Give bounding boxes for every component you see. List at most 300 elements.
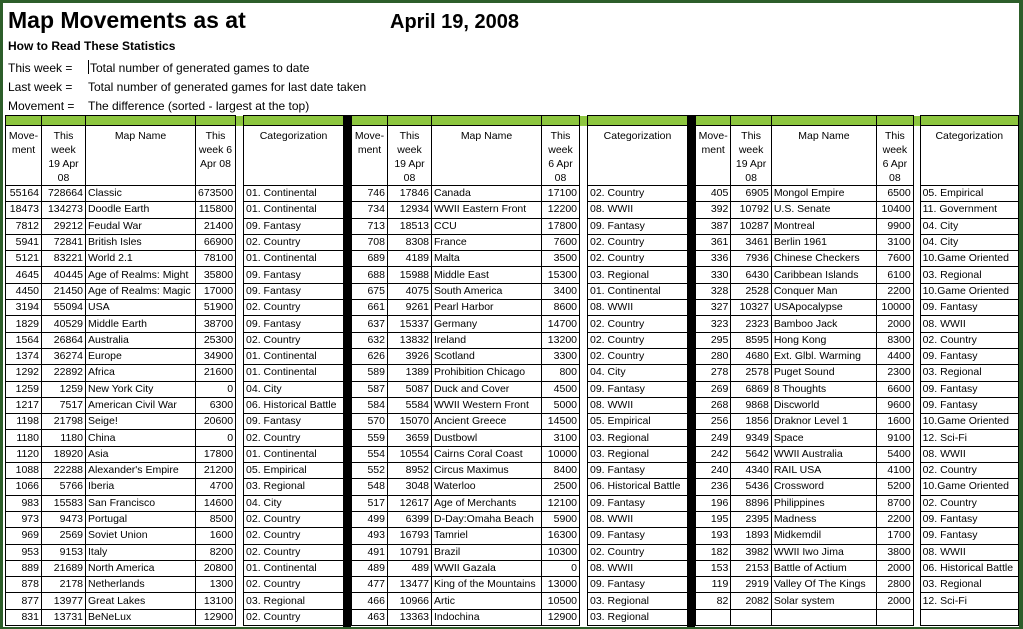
spacer-cell <box>913 186 920 202</box>
table-row <box>352 365 688 381</box>
header-band-cell <box>236 116 244 126</box>
table-row <box>6 495 344 511</box>
categorization-cell: 09. Fantasy <box>244 267 344 283</box>
last-week-cell: 78100 <box>196 251 236 267</box>
spacer-cell <box>580 414 588 430</box>
table-row <box>696 186 1019 202</box>
table-row <box>6 528 344 544</box>
movement-cell: 195 <box>696 511 731 527</box>
spacer-cell <box>913 348 920 364</box>
categorization-cell: 02. Country <box>244 332 344 348</box>
map-name-cell: Middle East <box>432 267 542 283</box>
movement-cell: 323 <box>696 316 731 332</box>
legend-key: This week = <box>8 61 73 75</box>
header-band <box>352 116 688 126</box>
table-row <box>696 609 1019 625</box>
last-week-cell: 25300 <box>196 332 236 348</box>
last-week-cell: 6600 <box>877 381 914 397</box>
map-name-cell: Pearl Harbor <box>432 300 542 316</box>
header-band-cell <box>86 116 196 126</box>
table-row <box>696 348 1019 364</box>
this-week-cell: 40529 <box>42 316 86 332</box>
map-name-cell: San Francisco <box>86 495 196 511</box>
spacer-cell <box>913 365 920 381</box>
categorization-cell: 03. Regional <box>920 577 1018 593</box>
movement-cell: 405 <box>696 186 731 202</box>
map-name-cell: BeNeLux <box>86 609 196 625</box>
movement-cell: 1088 <box>6 463 42 479</box>
header-band-cell <box>42 116 86 126</box>
last-week-cell: 34900 <box>196 348 236 364</box>
categorization-cell: 09. Fantasy <box>244 414 344 430</box>
categorization-cell: 02. Country <box>588 332 688 348</box>
map-name-cell: USApocalypse <box>771 300 876 316</box>
last-week-cell: 2000 <box>877 560 914 576</box>
table-row <box>696 381 1019 397</box>
header-band-cell <box>6 116 42 126</box>
column-header-map-name: Map Name <box>432 126 542 186</box>
header-band-cell <box>771 116 876 126</box>
this-week-cell: 13477 <box>388 577 432 593</box>
table-row <box>352 609 688 625</box>
movement-cell: 554 <box>352 446 388 462</box>
spacer-cell <box>236 267 244 283</box>
table-row <box>352 446 688 462</box>
map-name-cell: Waterloo <box>432 479 542 495</box>
map-name-cell: North America <box>86 560 196 576</box>
table-separator-2 <box>687 115 695 627</box>
this-week-cell: 17846 <box>388 186 432 202</box>
movement-cell: 7812 <box>6 218 42 234</box>
map-name-cell: Draknor Level 1 <box>771 414 876 430</box>
movement-cell: 249 <box>696 430 731 446</box>
categorization-cell: 09. Fantasy <box>588 381 688 397</box>
movement-cell: 746 <box>352 186 388 202</box>
spacer-cell <box>913 446 920 462</box>
last-week-cell: 8400 <box>542 463 580 479</box>
spacer-cell <box>580 397 588 413</box>
table-row <box>6 202 344 218</box>
spacer-cell <box>236 609 244 625</box>
stats-table-3 <box>695 115 1019 626</box>
categorization-cell: 03. Regional <box>588 267 688 283</box>
categorization-cell: 08. WWII <box>588 397 688 413</box>
spacer-cell <box>913 316 920 332</box>
spacer-cell <box>913 609 920 625</box>
map-name-cell: Iberia <box>86 479 196 495</box>
spacer-cell <box>913 218 920 234</box>
spacer-cell <box>580 381 588 397</box>
categorization-cell: 05. Empirical <box>920 186 1018 202</box>
this-week-cell: 2578 <box>731 365 771 381</box>
categorization-cell: 02. Country <box>920 332 1018 348</box>
table-row <box>352 316 688 332</box>
movement-cell: 295 <box>696 332 731 348</box>
spacer-cell <box>236 528 244 544</box>
table-row <box>696 251 1019 267</box>
categorization-cell: 02. Country <box>920 495 1018 511</box>
header-band-cell <box>877 116 914 126</box>
map-name-cell: Germany <box>432 316 542 332</box>
movement-cell: 973 <box>6 511 42 527</box>
map-name-cell: RAIL USA <box>771 463 876 479</box>
categorization-cell: 08. WWII <box>920 544 1018 560</box>
spacer-cell <box>913 381 920 397</box>
table-row <box>696 365 1019 381</box>
map-name-cell: WWII Eastern Front <box>432 202 542 218</box>
stats-table-1 <box>5 115 344 626</box>
map-name-cell: Age of Realms: Might <box>86 267 196 283</box>
table-row <box>6 560 344 576</box>
header-band-cell <box>580 116 588 126</box>
table-row <box>6 463 344 479</box>
spacer-cell <box>913 560 920 576</box>
this-week-cell: 10554 <box>388 446 432 462</box>
spacer-cell <box>236 463 244 479</box>
this-week-cell: 13977 <box>42 593 86 609</box>
categorization-cell: 01. Continental <box>244 560 344 576</box>
movement-cell: 953 <box>6 544 42 560</box>
map-name-cell: U.S. Senate <box>771 202 876 218</box>
spacer-cell <box>913 577 920 593</box>
table-row <box>6 446 344 462</box>
this-week-cell: 1389 <box>388 365 432 381</box>
map-name-cell <box>771 609 876 625</box>
categorization-cell: 01. Continental <box>244 365 344 381</box>
last-week-cell: 1300 <box>196 577 236 593</box>
movement-cell: 193 <box>696 528 731 544</box>
spacer-cell <box>580 218 588 234</box>
spacer-cell <box>236 316 244 332</box>
this-week-cell: 1259 <box>42 381 86 397</box>
this-week-cell: 55094 <box>42 300 86 316</box>
last-week-cell: 6100 <box>877 267 914 283</box>
table-row <box>696 397 1019 413</box>
movement-cell: 493 <box>352 528 388 544</box>
map-name-cell: Scotland <box>432 348 542 364</box>
map-name-cell: King of the Mountains <box>432 577 542 593</box>
spacer-cell <box>236 430 244 446</box>
spacer-cell <box>913 511 920 527</box>
table-row <box>696 593 1019 609</box>
table-row <box>6 479 344 495</box>
this-week-cell: 1856 <box>731 414 771 430</box>
movement-cell: 269 <box>696 381 731 397</box>
this-week-cell: 3926 <box>388 348 432 364</box>
table-row <box>352 267 688 283</box>
this-week-cell: 7517 <box>42 397 86 413</box>
this-week-cell: 2178 <box>42 577 86 593</box>
categorization-cell: 03. Regional <box>588 430 688 446</box>
table-row <box>696 528 1019 544</box>
spacer-cell <box>580 348 588 364</box>
last-week-cell: 5200 <box>877 479 914 495</box>
movement-cell: 1829 <box>6 316 42 332</box>
spacer-cell <box>913 463 920 479</box>
legend-key: Movement = <box>8 99 75 113</box>
spacer-cell <box>913 234 920 250</box>
map-name-cell: Midkemdil <box>771 528 876 544</box>
this-week-cell: 2569 <box>42 528 86 544</box>
map-name-cell: Classic <box>86 186 196 202</box>
categorization-cell: 02. Country <box>588 251 688 267</box>
last-week-cell: 9100 <box>877 430 914 446</box>
table-row <box>696 414 1019 430</box>
movement-cell: 675 <box>352 283 388 299</box>
table-row <box>6 234 344 250</box>
movement-cell: 236 <box>696 479 731 495</box>
movement-cell: 831 <box>6 609 42 625</box>
last-week-cell: 3100 <box>877 234 914 250</box>
map-name-cell: Hong Kong <box>771 332 876 348</box>
this-week-cell: 10327 <box>731 300 771 316</box>
movement-cell: 55164 <box>6 186 42 202</box>
header-band-cell <box>731 116 771 126</box>
table-row <box>352 593 688 609</box>
map-name-cell: Philippines <box>771 495 876 511</box>
spacer-cell <box>580 544 588 560</box>
map-name-cell: Great Lakes <box>86 593 196 609</box>
table-row <box>6 430 344 446</box>
table-row <box>6 267 344 283</box>
last-week-cell: 2500 <box>542 479 580 495</box>
this-week-cell: 10287 <box>731 218 771 234</box>
column-spacer <box>913 126 920 186</box>
column-header-row <box>6 126 344 186</box>
this-week-cell: 22288 <box>42 463 86 479</box>
spacer-cell <box>236 560 244 576</box>
categorization-cell: 04. City <box>244 381 344 397</box>
movement-cell: 1259 <box>6 381 42 397</box>
categorization-cell: 03. Regional <box>244 593 344 609</box>
spacer-cell <box>580 186 588 202</box>
movement-cell: 637 <box>352 316 388 332</box>
categorization-cell: 08. WWII <box>920 446 1018 462</box>
spacer-cell <box>913 479 920 495</box>
spacer-cell <box>580 511 588 527</box>
categorization-cell: 01. Continental <box>244 251 344 267</box>
movement-cell: 153 <box>696 560 731 576</box>
spacer-cell <box>913 528 920 544</box>
spacer-cell <box>580 316 588 332</box>
categorization-cell: 01. Continental <box>244 348 344 364</box>
this-week-cell: 2323 <box>731 316 771 332</box>
spacer-cell <box>236 479 244 495</box>
last-week-cell: 12900 <box>196 609 236 625</box>
movement-cell: 1066 <box>6 479 42 495</box>
last-week-cell: 17800 <box>542 218 580 234</box>
movement-cell: 626 <box>352 348 388 364</box>
table-row <box>6 300 344 316</box>
movement-cell: 491 <box>352 544 388 560</box>
column-header-movement: Move-ment <box>6 126 42 186</box>
this-week-cell: 2395 <box>731 511 771 527</box>
last-week-cell <box>877 609 914 625</box>
categorization-cell: 09. Fantasy <box>588 577 688 593</box>
this-week-cell: 21798 <box>42 414 86 430</box>
last-week-cell: 9600 <box>877 397 914 413</box>
movement-cell: 3194 <box>6 300 42 316</box>
movement-cell: 387 <box>696 218 731 234</box>
table-row <box>696 495 1019 511</box>
spacer-cell <box>580 202 588 218</box>
this-week-cell: 4680 <box>731 348 771 364</box>
last-week-cell: 14500 <box>542 414 580 430</box>
categorization-cell: 09. Fantasy <box>588 463 688 479</box>
last-week-cell: 21400 <box>196 218 236 234</box>
movement-cell: 559 <box>352 430 388 446</box>
last-week-cell: 3300 <box>542 348 580 364</box>
spacer-cell <box>236 234 244 250</box>
categorization-cell: 09. Fantasy <box>588 495 688 511</box>
map-name-cell: Africa <box>86 365 196 381</box>
categorization-cell: 08. WWII <box>588 300 688 316</box>
column-header-categorization: Categorization <box>588 126 688 186</box>
map-name-cell: Europe <box>86 348 196 364</box>
movement-cell: 4450 <box>6 283 42 299</box>
spacer-cell <box>580 446 588 462</box>
last-week-cell: 10500 <box>542 593 580 609</box>
map-name-cell: Age of Realms: Magic <box>86 283 196 299</box>
column-header-row <box>352 126 688 186</box>
map-name-cell: Malta <box>432 251 542 267</box>
categorization-cell: 01. Continental <box>244 446 344 462</box>
categorization-cell: 02. Country <box>244 528 344 544</box>
map-name-cell: Ireland <box>432 332 542 348</box>
legend-key: Last week = <box>8 80 73 94</box>
map-name-cell: Solar system <box>771 593 876 609</box>
movement-cell: 256 <box>696 414 731 430</box>
movement-cell: 242 <box>696 446 731 462</box>
this-week-cell: 9349 <box>731 430 771 446</box>
categorization-cell: 08. WWII <box>920 316 1018 332</box>
spacer-cell <box>580 463 588 479</box>
last-week-cell: 13200 <box>542 332 580 348</box>
movement-cell: 392 <box>696 202 731 218</box>
header-band-cell <box>432 116 542 126</box>
table-row <box>352 251 688 267</box>
this-week-cell: 21450 <box>42 283 86 299</box>
last-week-cell: 115800 <box>196 202 236 218</box>
last-week-cell: 0 <box>196 430 236 446</box>
categorization-cell: 01. Continental <box>588 283 688 299</box>
column-header-row <box>696 126 1019 186</box>
table-row <box>696 234 1019 250</box>
this-week-cell: 2919 <box>731 577 771 593</box>
map-name-cell: Madness <box>771 511 876 527</box>
categorization-cell: 04. City <box>588 365 688 381</box>
map-name-cell: Prohibition Chicago <box>432 365 542 381</box>
last-week-cell: 16300 <box>542 528 580 544</box>
column-header-this-week: This week 19 Apr 08 <box>42 126 86 186</box>
table-row <box>696 430 1019 446</box>
movement-cell: 1120 <box>6 446 42 462</box>
spacer-cell <box>913 202 920 218</box>
last-week-cell: 4500 <box>542 381 580 397</box>
map-name-cell: Middle Earth <box>86 316 196 332</box>
map-name-cell: China <box>86 430 196 446</box>
movement-cell: 1292 <box>6 365 42 381</box>
spacer-cell <box>913 593 920 609</box>
last-week-cell: 1600 <box>196 528 236 544</box>
movement-cell: 983 <box>6 495 42 511</box>
header-band <box>6 116 344 126</box>
categorization-cell: 09. Fantasy <box>244 218 344 234</box>
header-band-cell <box>244 116 344 126</box>
table-row <box>6 283 344 299</box>
movement-cell <box>696 609 731 625</box>
spacer-cell <box>236 544 244 560</box>
last-week-cell: 3800 <box>877 544 914 560</box>
map-name-cell: Brazil <box>432 544 542 560</box>
categorization-cell: 09. Fantasy <box>920 528 1018 544</box>
movement-cell: 570 <box>352 414 388 430</box>
last-week-cell: 8300 <box>877 332 914 348</box>
map-name-cell: American Civil War <box>86 397 196 413</box>
last-week-cell: 20800 <box>196 560 236 576</box>
categorization-cell: 09. Fantasy <box>920 381 1018 397</box>
header-band-cell <box>696 116 731 126</box>
map-name-cell: Age of Merchants <box>432 495 542 511</box>
spacer-cell <box>580 528 588 544</box>
map-name-cell: Feudal War <box>86 218 196 234</box>
map-name-cell: Cairns Coral Coast <box>432 446 542 462</box>
categorization-cell: 12. Sci-Fi <box>920 593 1018 609</box>
this-week-cell: 728664 <box>42 186 86 202</box>
table-row <box>6 511 344 527</box>
last-week-cell: 2000 <box>877 593 914 609</box>
categorization-cell: 08. WWII <box>588 202 688 218</box>
column-header-last-week: This week 6 Apr 08 <box>877 126 914 186</box>
last-week-cell: 51900 <box>196 300 236 316</box>
last-week-cell: 12900 <box>542 609 580 625</box>
table-row <box>696 316 1019 332</box>
last-week-cell: 15300 <box>542 267 580 283</box>
spacer-cell <box>913 430 920 446</box>
table-row <box>6 332 344 348</box>
categorization-cell: 09. Fantasy <box>920 300 1018 316</box>
column-header-movement: Move-ment <box>696 126 731 186</box>
table-row <box>696 300 1019 316</box>
table-row <box>696 267 1019 283</box>
column-header-this-week: This week 19 Apr 08 <box>731 126 771 186</box>
categorization-cell: 09. Fantasy <box>244 316 344 332</box>
map-name-cell: Artic <box>432 593 542 609</box>
movement-cell: 1217 <box>6 397 42 413</box>
table-row <box>352 511 688 527</box>
movement-cell: 661 <box>352 300 388 316</box>
last-week-cell: 2000 <box>877 316 914 332</box>
last-week-cell: 8600 <box>542 300 580 316</box>
movement-cell: 584 <box>352 397 388 413</box>
this-week-cell: 13832 <box>388 332 432 348</box>
last-week-cell: 2800 <box>877 577 914 593</box>
header-band-cell <box>588 116 688 126</box>
this-week-cell: 15583 <box>42 495 86 511</box>
this-week-cell: 1180 <box>42 430 86 446</box>
header-band-cell <box>352 116 388 126</box>
last-week-cell: 5400 <box>877 446 914 462</box>
spacer-cell <box>913 283 920 299</box>
last-week-cell: 10300 <box>542 544 580 560</box>
this-week-cell: 6430 <box>731 267 771 283</box>
this-week-cell: 12934 <box>388 202 432 218</box>
map-name-cell: British Isles <box>86 234 196 250</box>
text-cursor <box>88 60 89 74</box>
this-week-cell: 36274 <box>42 348 86 364</box>
spacer-cell <box>580 365 588 381</box>
categorization-cell: 04. City <box>244 495 344 511</box>
